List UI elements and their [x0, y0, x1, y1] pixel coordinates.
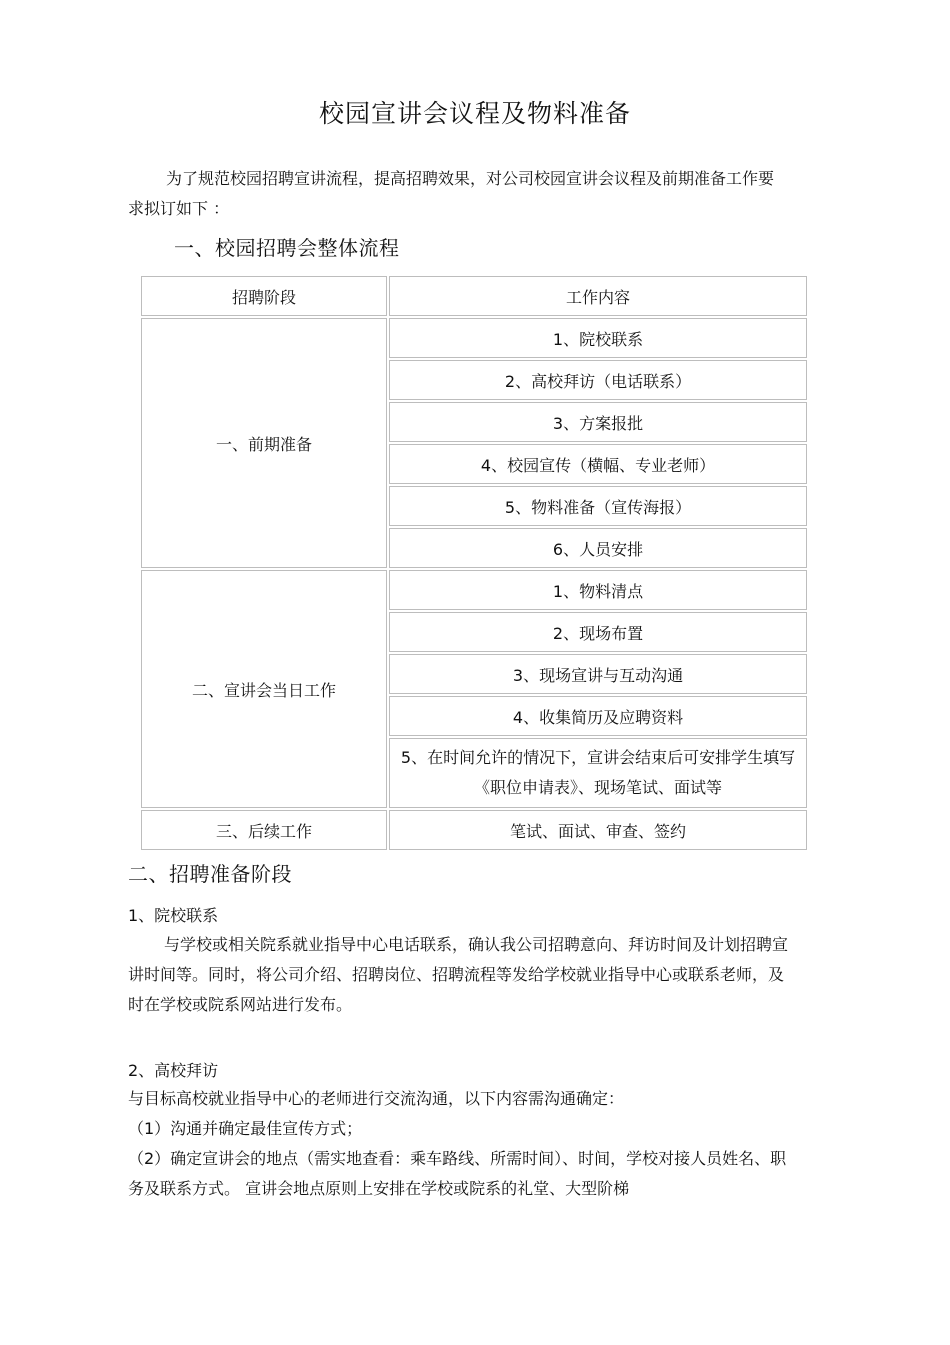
content-cell: 3、方案报批: [389, 402, 807, 442]
stage-cell: 二、宣讲会当日工作: [141, 570, 387, 808]
content-cell: 5、在时间允许的情况下，宣讲会结束后可安排学生填写《职位申请表》、现场笔试、面试等: [389, 738, 807, 808]
content-cell: 5、物料准备（宣传海报）: [389, 486, 807, 526]
intro-text: 为了规范校园招聘宣讲流程，提高招聘效果，对公司校园宣讲会议程及前期准备工作要求拟订如下 ：: [128, 169, 775, 218]
content-cell: 2、高校拜访（电话联系）: [389, 360, 807, 400]
table-header-row: [141, 276, 807, 316]
paragraph-line: （2）确定宣讲会的地点（需实地查看：乘车路线、所需时间）、时间，学校对接人员姓名、职务及联系方式。 宣讲会地点原则上安排在学校或院系的礼堂、大型阶梯: [128, 1149, 787, 1198]
subsection-body-school-visit: [128, 1084, 790, 1204]
stage-cell: 三、后续工作: [141, 810, 387, 850]
content-cell: 6、人员安排: [389, 528, 807, 568]
subsection-title-school-visit: 2、高校拜访: [128, 1061, 219, 1080]
table-row: [141, 318, 807, 358]
content-cell: 2、现场布置: [389, 612, 807, 652]
recruitment-flow-table: [139, 274, 809, 852]
content-cell: 4、校园宣传（横幅、专业老师）: [389, 444, 807, 484]
paragraph-text: 与学校或相关院系就业指导中心电话联系，确认我公司招聘意向、拜访时间及计划招聘宣讲时间等。同时，将公司介绍、招聘岗位、招聘流程等发给学校就业指导中心或联系老师，及时在学校或院系网站进行发布。: [128, 935, 789, 1014]
content-cell: 1、物料清点: [389, 570, 807, 610]
subsection-title-school-contact: 1、院校联系: [128, 906, 219, 925]
section-heading-preparation: 二、招聘准备阶段: [128, 862, 292, 886]
paragraph-line: 与目标高校就业指导中心的老师进行交流沟通，以下内容需沟通确定：: [128, 1089, 625, 1108]
header-content: 工作内容: [389, 276, 807, 316]
content-cell: 1、院校联系: [389, 318, 807, 358]
content-cell: 4、收集简历及应聘资料: [389, 696, 807, 736]
table-row: [141, 810, 807, 850]
header-stage: 招聘阶段: [141, 276, 387, 316]
section-heading-process: 一、校园招聘会整体流程: [174, 236, 400, 260]
intro-paragraph: [128, 164, 788, 224]
document-title: 校园宣讲会议程及物料准备: [318, 99, 631, 128]
subsection-body-school-contact: [128, 930, 790, 1020]
content-cell: 笔试、面试、审查、签约: [389, 810, 807, 850]
paragraph-line: （1）沟通并确定最佳宣传方式；: [128, 1119, 363, 1138]
content-cell: 3、现场宣讲与互动沟通: [389, 654, 807, 694]
stage-cell: 一、前期准备: [141, 318, 387, 568]
table-row: [141, 570, 807, 610]
